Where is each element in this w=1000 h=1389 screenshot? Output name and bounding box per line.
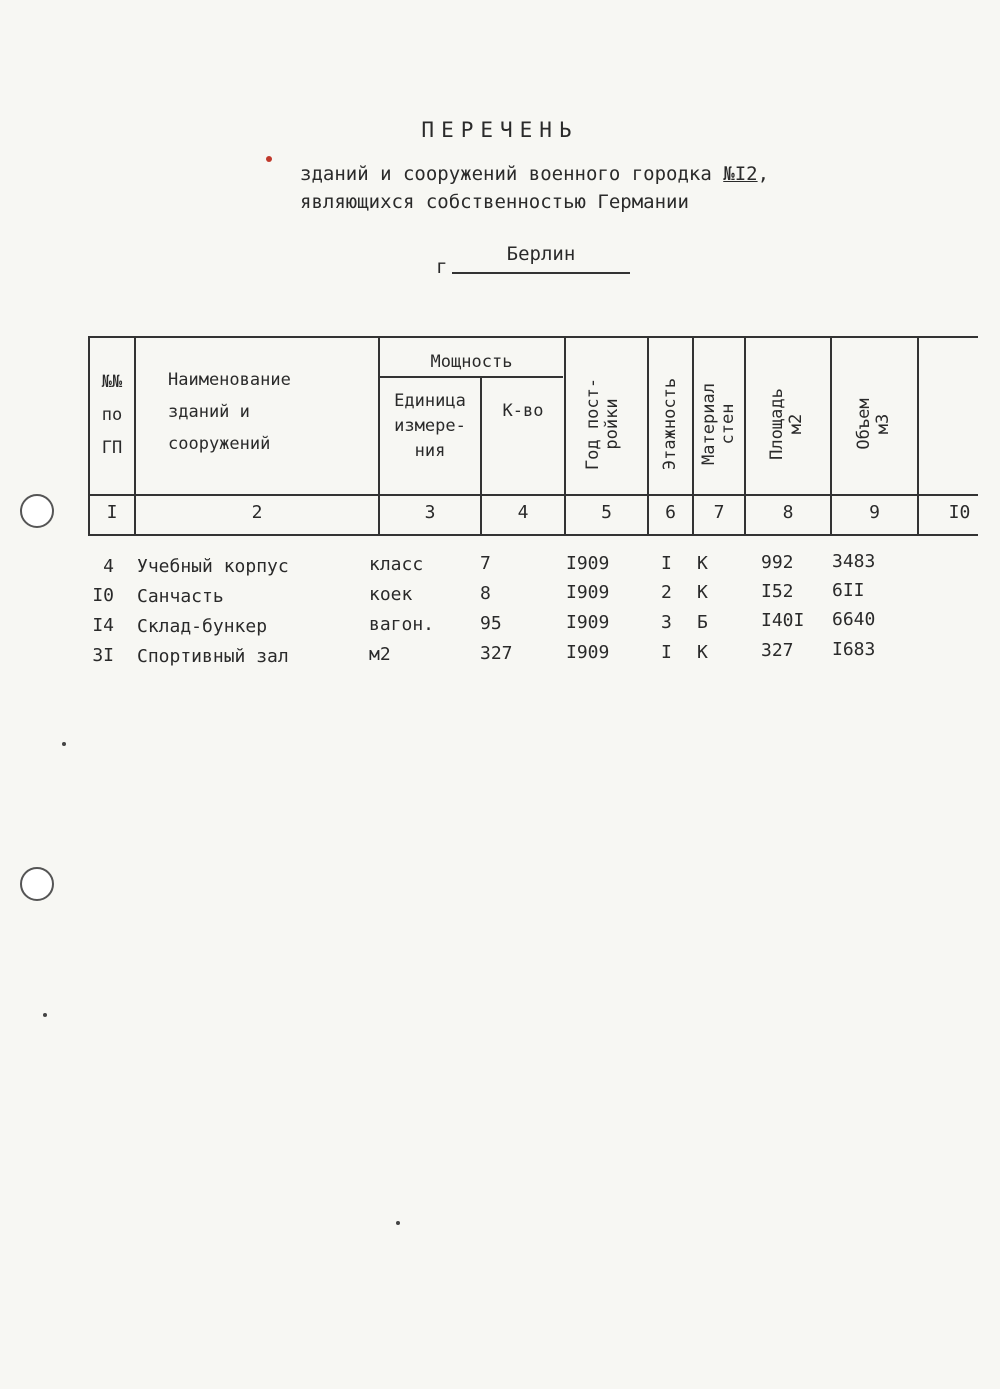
ink-mark [62, 742, 66, 746]
header-year [584, 344, 624, 504]
cell-year: I909 [566, 642, 610, 663]
header-unit-line: Единица [394, 391, 466, 411]
column-number: 9 [869, 502, 880, 523]
city-underline [452, 272, 630, 274]
header-floors: Этажность [660, 377, 680, 471]
header-name-line: зданий и [168, 402, 250, 422]
column-number: 6 [665, 502, 676, 523]
header-unit [382, 389, 478, 464]
cell-year: I909 [566, 612, 610, 633]
header-material-line: Материал [699, 383, 719, 465]
header-area [768, 354, 808, 494]
cell-qty: 327 [480, 643, 513, 664]
column-number: 8 [782, 502, 794, 523]
cell-unit: класс [369, 554, 424, 575]
cell-gp: 3I [92, 645, 114, 666]
column-number: 5 [601, 502, 612, 523]
header-gp-line: по [101, 405, 123, 425]
subtitle-line-2: являющихся собственностью Германии [300, 191, 689, 213]
cell-floors: I [661, 642, 672, 663]
header-year-line: Год пост- [583, 377, 603, 471]
header-area-line: Площадь [767, 388, 787, 460]
document-title: ПЕРЕЧЕНЬ [421, 118, 579, 142]
cell-material: К [697, 582, 708, 603]
cell-floors: 3 [661, 612, 672, 633]
cell-name: Учебный корпус [137, 556, 289, 577]
header-volume-line: Объем [854, 398, 874, 450]
header-name [168, 364, 373, 460]
cell-area: 327 [761, 640, 794, 661]
header-unit-line: ния [414, 441, 446, 461]
column-number: 2 [251, 502, 263, 523]
cell-gp: 4 [103, 556, 114, 577]
cell-name: Санчасть [137, 586, 224, 607]
cell-year: I909 [566, 553, 610, 574]
ink-mark [396, 1221, 400, 1225]
subtitle-line-1 [300, 163, 769, 185]
cell-unit: коек [369, 584, 413, 605]
header-area-line: м2 [786, 413, 806, 435]
cell-volume: 6II [832, 580, 865, 601]
city-prefix: г [436, 256, 448, 278]
header-name-line: Наименование [168, 370, 291, 390]
header-volume-line: м3 [873, 413, 893, 435]
ink-mark [266, 156, 272, 162]
cell-volume: I683 [832, 639, 876, 660]
capacity-group-rule [380, 376, 563, 378]
header-material [700, 354, 740, 494]
garrison-number: №I2 [723, 163, 758, 185]
header-name-line: сооружений [168, 434, 271, 454]
column-number: 3 [424, 502, 436, 523]
cell-floors: I [661, 553, 672, 574]
cell-material: К [697, 642, 708, 663]
column-number: I0 [948, 502, 971, 523]
header-gp [90, 366, 134, 465]
cell-floors: 2 [661, 582, 672, 603]
ink-mark [43, 1013, 47, 1017]
cell-name: Склад-бункер [137, 616, 268, 637]
header-capacity: Мощность [430, 352, 513, 372]
subtitle-line-1-suffix: , [757, 163, 770, 185]
punch-hole [20, 494, 54, 528]
column-number: I [106, 502, 118, 523]
cell-qty: 7 [480, 553, 491, 574]
cell-volume: 3483 [832, 551, 876, 572]
cell-year: I909 [566, 582, 610, 603]
cell-volume: 6640 [832, 609, 876, 630]
header-volume [855, 354, 895, 494]
header-qty: К-во [502, 401, 544, 421]
table-header-rule [88, 494, 978, 496]
column-number: 7 [713, 502, 725, 523]
column-number: 4 [517, 502, 529, 523]
header-year-line: ройки [602, 398, 622, 450]
cell-qty: 95 [480, 613, 502, 634]
cell-name: Спортивный зал [137, 646, 289, 667]
table-top-rule [88, 336, 978, 338]
cell-gp: I0 [92, 585, 114, 606]
header-gp-line: №№ [101, 372, 123, 392]
subtitle-line-1-prefix: зданий и сооружений военного городка [300, 163, 724, 185]
cell-material: К [697, 553, 708, 574]
cell-area: 992 [761, 552, 794, 573]
city-name: Берлин [506, 243, 576, 265]
header-gp-line: ГП [101, 438, 123, 458]
header-unit-line: измере- [394, 416, 466, 436]
cell-area: I40I [761, 610, 805, 631]
cell-unit: м2 [369, 644, 391, 665]
cell-gp: I4 [92, 615, 114, 636]
cell-unit: вагон. [369, 614, 435, 635]
cell-qty: 8 [480, 583, 491, 604]
cell-material: Б [697, 612, 708, 633]
cell-area: I52 [761, 581, 794, 602]
punch-hole [20, 867, 54, 901]
header-material-line: стен [718, 403, 738, 445]
table-bottom-rule [88, 534, 978, 536]
